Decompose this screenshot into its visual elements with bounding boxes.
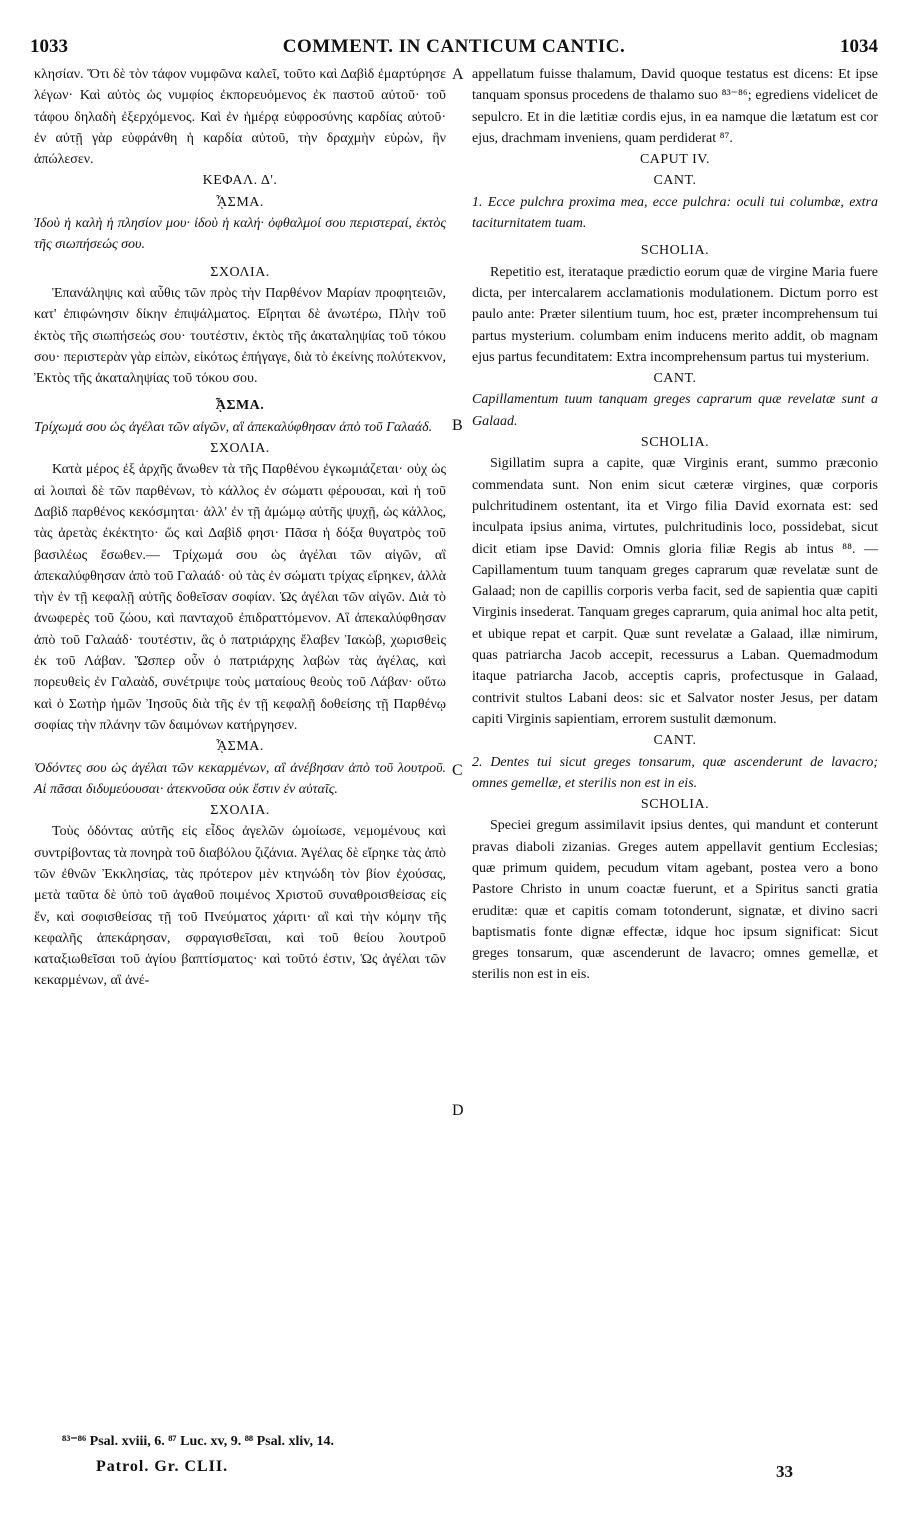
latin-chapter-heading: CAPUT IV. (639, 152, 711, 168)
margin-marker-c: C (452, 762, 463, 779)
latin-intro-paragraph: appellatum fuisse thalamum, David quoque testatus est dicens: Et ipse tanquam sponsus procedens de thalamo suo ⁸³⁻⁸⁶; egrediens videlicet de sepulcro. Et in die lætitiæ cordis ejus, in ea namque die lætatum est cor ejus, drachmam inveniens, quam perdiderat ⁸⁷. (472, 67, 878, 146)
greek-chapter-heading: ΚΕΦΑΛ. Δ'. (202, 173, 278, 189)
page-header (30, 36, 878, 62)
greek-intro-paragraph: κλησίαν. Ὅτι δὲ τὸν τάφον νυμφῶνα καλεῖ, τοῦτο καὶ Δαβὶδ ἐμαρτύρησε λέγων· Καὶ αὐτὸς ὡς νυμφίος ἐκπορευόμενος ἐκ παστοῦ αὐτοῦ· τοῦ τάφου δηλαδὴ ἐξερχόμενος. Καὶ ἐν ἡμέρᾳ εὐφροσύνης καρδίας αὐτοῦ· ἐν αὐτῇ γὰρ εὐφράνθη ἡ καρδία αὐτοῦ, τὴν δραχμὴν εὑρὼν, ἣν ἀπώλεσεν. (34, 67, 446, 168)
greek-asma-verse: Ἰδοὺ ἡ καλὴ ἡ πλησίον μου· ἰδοὺ ἡ καλή· ὀφθαλμοί σου περιστεραί, ἐκτὸς τῆς σιωπήσεώς σου. (34, 216, 446, 253)
signature-number: 33 (776, 1462, 793, 1481)
greek-scholia-heading: ΣΧΟΛΙΑ. (210, 441, 270, 457)
latin-column (472, 64, 878, 986)
greek-asma-heading: ᾎΣΜΑ. (216, 194, 264, 210)
latin-scholia-paragraph: Speciei gregum assimilavit ipsius dentes, qui mandunt et conterunt pravas diaboli zizanias. Greges autem appellavit gentium Ecclesias; quæ primum quidem, pecudum vitam agebant, postea vero a bono Pastore Christo in unum coactæ fuerunt, et a Spiritus sancti gratia eruditæ: quæ et capitis comam totonderunt, signatæ, et divino sacri baptismatis fonte dignæ effectæ, idque hoc ipsum significat: Sicut greges tonsarum, quæ ascenderunt de lavacro; omnes gemellæ, et sterilis non est in eis. (472, 818, 878, 983)
latin-scholia-paragraph: Repetitio est, iterataque prædictio eorum quæ de virgine Maria fuere dicta, per intercalarem acclamationis modulationem. Dictum porro est paulo ante: Præter silentium tuum, hoc est, præter incomprehensum tui partus mysterium. columbam enim inducens merito addit, ob magnam ejus partus fecunditatem: Extra incomprehensum partus tui mysterium. (472, 264, 878, 365)
latin-cant-verse: Capillamentum tuum tanquam greges caprarum quæ revelatæ sunt a Galaad. (472, 392, 878, 429)
margin-marker-d: D (452, 1102, 464, 1119)
greek-asma-heading: ᾎΣΜΑ. (216, 739, 264, 755)
greek-column (34, 64, 446, 992)
greek-scholia-heading: ΣΧΟΛΙΑ. (210, 264, 270, 280)
latin-scholia-paragraph: Sigillatim supra a capite, quæ Virginis erant, summo præconio commendata sunt. Non enim sicut cæteræ virgines, quæ corporis pulchritudinem ostentant, ita et Virgo filia David exornata est: sed inculpata ipsius anima, virtutes, pulchritudinis loco, possidebat, sicut dicit etiam ipse David: Omnis gloria filiæ Regis ab intus ⁸⁸. — Capillamentum tuum tanquam greges caprarum quæ revelatæ sunt de Galaad; non de capillis corporis verba facit, sed de sapientia quæ capiti Virginis insederat. Tanquam greges caprarum, quia animal hoc alta petit, et ubique repat et carpit. Quæ sunt revelatæ a Galaad, illæ nimirum, quas patriarcha Jacob accepit, recessurus a Laban. Quemadmodum itaque patriarcha Jacob, acceptis capris, profectusque in Galaad, contrivit stultos Labani deos: sic et Salvator noster Jesus, per datam capiti Virginis sapientiam, errorem sustulit dæmonum. (472, 456, 878, 727)
margin-marker-b: B (452, 417, 463, 434)
margin-marker-a: A (452, 66, 464, 83)
latin-cant-heading: CANT. (653, 371, 697, 387)
series-signature: Patrol. Gr. CLII. (96, 1458, 229, 1475)
latin-scholia-heading: SCHOLIA. (640, 797, 710, 813)
footnotes: ⁸³⁻⁸⁶ Psal. xviii, 6. ⁸⁷ Luc. xv, 9. ⁸⁸ Psal. xliv, 14. (62, 1434, 334, 1449)
running-title: COMMENT. IN CANTICUM CANTIC. (282, 36, 626, 57)
page-number-left: 1033 (30, 36, 68, 57)
greek-scholia-heading: ΣΧΟΛΙΑ. (210, 803, 270, 819)
latin-cant-heading: CANT. (653, 733, 697, 749)
latin-cant-heading: CANT. (653, 173, 697, 189)
greek-asma-verse: Ὀδόντες σου ὡς ἀγέλαι τῶν κεκαρμένων, αἳ ἀνέβησαν ἀπὸ τοῦ λουτροῦ. Αἱ πᾶσαι διδυμεύουσαι· ἀτεκνοῦσα οὐκ ἔστιν ἐν αὐταῖς. (34, 760, 446, 797)
greek-asma-heading: ᾎΣΜΑ. (215, 398, 265, 414)
page-number-right: 1034 (840, 36, 878, 57)
latin-cant-verse: 2. Dentes tui sicut greges tonsarum, quæ ascenderunt de lavacro; omnes gemellæ, et sterilis non est in eis. (472, 754, 878, 791)
greek-scholia-paragraph: Κατὰ μέρος ἐξ ἀρχῆς ἄνωθεν τὰ τῆς Παρθένου ἐγκωμιάζεται· οὐχ ὡς αἱ λοιπαὶ δὲ τῶν παρθένων, τὸ κάλλος ἐν σώματι φέρουσαι, καὶ ἡ τοῦ Δαβὶδ παρθένος κεκόσμηται· ἀλλ' ἐν τῇ ἀμώμῳ αὐτῆς ψυχῇ, ὡς κάλλος, τὰς ἀρετὰς ἐκέκτητο· ὥς καὶ Δαβὶδ φησι· Πᾶσα ἡ δόξα θυγατρὸς τοῦ βασιλέως ἔσωθεν.— Τρίχωμά σου ὡς ἀγέλαι τῶν αἰγῶν, αἳ ἀπεκαλύφθησαν ἀπὸ τοῦ Γαλαάδ· οὐ τὰς ἐν σώματι τρίχας εἴρηκεν, ἀλλὰ τὴν ἐν τῇ κεφαλῇ αὐτῆς δοθεῖσαν σοφίαν. Ὡς ἀγέλαι τῶν αἰγῶν. Διὰ τὸ ἀνωφερὲς τοῦ ζώου, καὶ πανταχοῦ ἐπιδραττόμενον. Αἳ ἀπεκαλύφθησαν ἀπὸ τοῦ Γαλαάδ· τουτέστιν, ἃς ὁ πατριάρχης ἔλαβεν Ἰακὼβ, χωρισθεὶς ἐκ τοῦ Λάβαν. Ὥσπερ οὖν ὁ πατριάρχης λαβὼν τὰς ἀγέλας, καὶ πορευθεὶς ἐν Γαλαὰδ, συνέτριψε τοὺς ματαίους θεοὺς τοῦ Λάβαν· οὕτω καὶ ὁ Σωτὴρ ἡμῶν Ἰησοῦς διὰ τῆς ἐν τῇ κεφαλῇ δοθείσης τῇ Παρθένῳ σοφίας τὴν πλάνην τῶν δαιμόνων κατήργησεν. (34, 462, 446, 733)
latin-scholia-heading: SCHOLIA. (640, 435, 710, 451)
latin-scholia-heading: SCHOLIA. (640, 243, 710, 259)
greek-scholia-paragraph: Ἐπανάληψις καὶ αὖθις τῶν πρὸς τὴν Παρθένον Μαρίαν προφητειῶν, κατ' ἐπιφώνησιν δίκην ἐπιψάλματος. Εἴρηται δὲ ἀνωτέρω, Πλὴν τοῦ ἐκτὸς τῆς σιωπήσεώς σου· τουτέστιν, ἐκτὸς τῆς ἀκαταληψίας τοῦ τόκου σου· περιστερὰν γὰρ εἰπὼν, εἰκότως ἐπήγαγε, διὰ τὸ ἐκείνης πολύτεκνον, Ἐκτὸς τῆς ἀκαταληψίας τοῦ τόκου σου. (34, 285, 446, 387)
latin-cant-verse: 1. Ecce pulchra proxima mea, ecce pulchra: oculi tui columbæ, extra taciturnitatem tuam. (472, 194, 878, 232)
greek-asma-verse: Τρίχωμά σου ὡς ἀγέλαι τῶν αἰγῶν, αἳ ἀπεκαλύφθησαν ἀπὸ τοῦ Γαλαάδ. (34, 419, 433, 435)
greek-scholia-paragraph: Τοὺς ὀδόντας αὐτῆς εἰς εἶδος ἀγελῶν ὡμοίωσε, νεμομένους καὶ συντρίβοντας τὰ πονηρὰ τοῦ διαβόλου ζιζάνια. Ἀγέλας δὲ εἴρηκε τὰς ἀπὸ τῶν ἐθνῶν Ἐκκλησίας, τὰς πρότερον μὲν κτηνώδη τὸν βίον ἐχούσας, μετὰ ταῦτα δὲ ὑπὸ τοῦ ἀγαθοῦ ποιμένος Χριστοῦ συναθροισθείσας εἰς ἕν, καὶ σοφισθείσας τῇ τοῦ Πνεύματος χάριτι· αἳ καὶ τὴν κόμην τῆς κεφαλῆς ἀπεκάρησαν, σφραγισθεῖσαι, καὶ τοῦ θείου λουτροῦ καταξιωθεῖσαι τοῦ ἁγίου βαπτίσματος· καὶ τοῦτό ἐστιν, Ὡς ἀγέλαι τῶν κεκαρμένων, αἳ ἀνέ- (34, 824, 446, 989)
